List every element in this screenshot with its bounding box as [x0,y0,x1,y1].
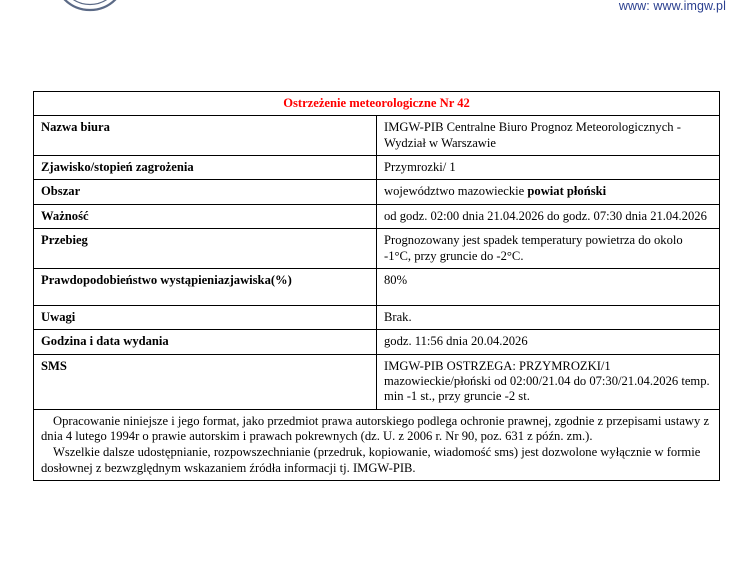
table-row [34,305,720,329]
table-row [34,180,720,204]
table-footer-row [34,409,720,480]
meteorological-warning-table [33,91,720,481]
row-value-uwagi: Brak. [377,305,720,329]
row-value-przebieg: Prognozowany jest spadek temperatury powietrza do okolo -1°C, przy gruncie do -2°C. [377,229,720,269]
page-header [0,0,752,88]
obszar-wojewodztwo: województwo mazowieckie [384,184,528,199]
table-row [34,354,720,409]
row-value-zjawisko-stopien-zagrozenia: Przymrozki/ 1 [377,156,720,180]
table-row [34,330,720,354]
row-value-godzina-i-data-wydania: godz. 11:56 dnia 20.04.2026 [377,330,720,354]
imgw-pib-seal-logo [36,0,144,22]
table-title-row [34,92,720,116]
website-url-label: www: www.imgw.pl [618,0,726,13]
table-row [34,229,720,269]
row-value-waznosc: od godz. 02:00 dnia 21.04.2026 do godz. 07:30 dnia 21.04.2026 [377,204,720,228]
table-row [34,268,720,305]
copyright-paragraph-2: Wszelkie dalsze udostępnianie, rozpowszechnianie (przedruk, kopiowanie, wiadomość sms) jest dozwolone wyłącznie w formie dosłownej z bezwzględnym wskazaniem źródła informacji tj. IMGW-PIB. [41,445,701,475]
row-label-sms: SMS [34,354,377,409]
page-title: Ostrzeżenie meteorologiczne Nr 42 [34,92,720,116]
table-row [34,116,720,156]
row-label-godzina-i-data-wydania: Godzina i data wydania [34,330,377,354]
copyright-paragraph-1: Opracowanie niniejsze i jego format, jako przedmiot prawa autorskiego podlega ochronie prawnej, zgodnie z przepisami ustawy z dnia 4 lutego 1994r o prawie autorskim i prawach pokrewnych (dz. U. z 2006 r. Nr 90, poz. 631 z późn. zm.). [41,413,710,444]
row-label-prawdopodobienstwo: Prawdopodobieństwo wystąpieniazjawiska(%) [34,268,377,305]
copyright-notice [34,409,720,480]
table-row [34,204,720,228]
table-row [34,156,720,180]
row-label-przebieg: Przebieg [34,229,377,269]
row-value-prawdopodobienstwo: 80% [377,268,720,305]
row-value-nazwa-biura: IMGW-PIB Centralne Biuro Prognoz Meteorologicznych - Wydział w Warszawie [377,116,720,156]
row-label-nazwa-biura: Nazwa biura [34,116,377,156]
row-label-zjawisko-stopien-zagrozenia: Zjawisko/stopień zagrożenia [34,156,377,180]
row-label-uwagi: Uwagi [34,305,377,329]
row-label-waznosc: Ważność [34,204,377,228]
obszar-powiat: powiat płoński [527,184,607,199]
row-value-sms: IMGW-PIB OSTRZEGA: PRZYMROZKI/1 mazowieckie/płoński od 02:00/21.04 do 07:30/21.04.2026 temp. min -1 st., przy gruncie -2 st. [377,354,720,409]
row-value-obszar [377,180,720,204]
row-label-obszar: Obszar [34,180,377,204]
